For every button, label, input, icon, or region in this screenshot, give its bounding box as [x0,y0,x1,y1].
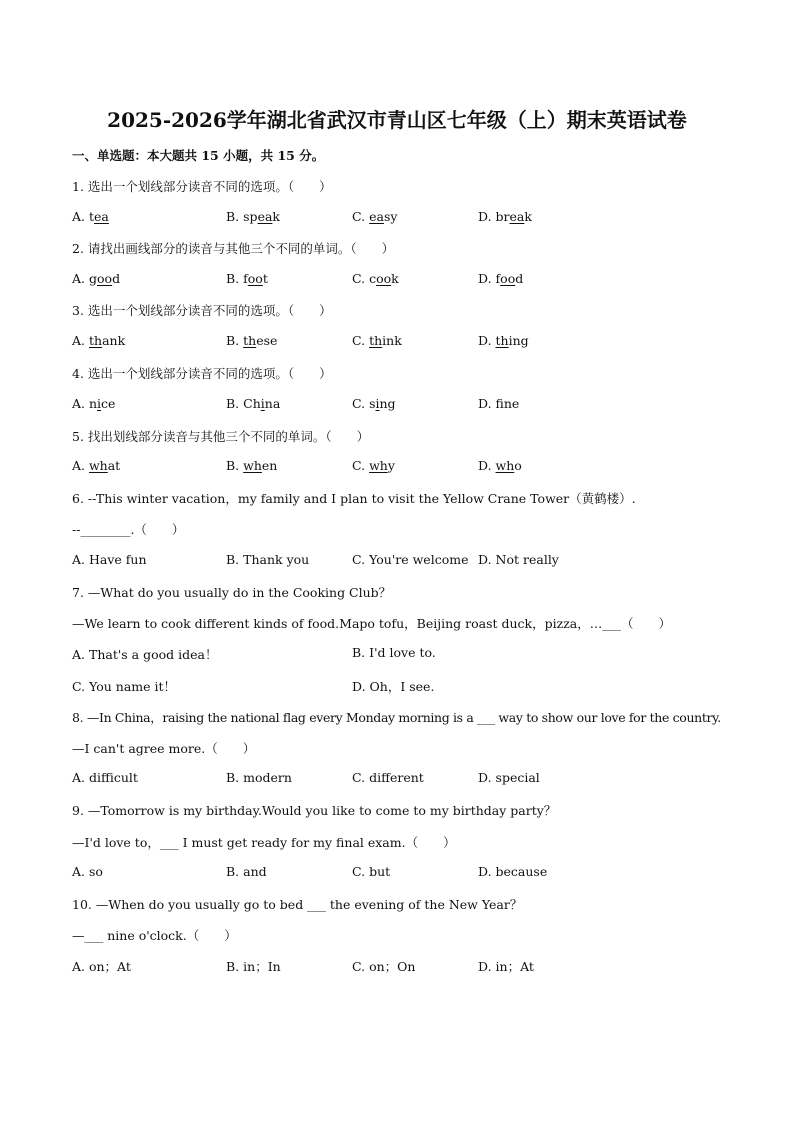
question-5-option-a[interactable]: A. what [72,458,121,473]
question-9-response: —I'd love to，___ I must get ready for my final exam.（ ） [72,835,456,850]
question-8-option-a[interactable]: A. difficult [72,770,138,785]
question-3-stem: 3. 选出一个划线部分读音不同的选项。（ ） [72,303,332,318]
question-10-option-d[interactable]: D. in；At [478,959,534,974]
question-10-response: —___ nine o'clock.（ ） [72,928,237,943]
section-heading: 一、单选题：本大题共 15 小题，共 15 分。 [72,148,325,163]
question-3-option-a[interactable]: A. thank [72,333,126,348]
question-4-option-a[interactable]: A. nice [72,396,116,411]
question-7-option-a[interactable]: A. That's a good idea！ [72,647,218,662]
question-8-response: —I can't agree more.（ ） [72,741,256,756]
question-2-option-b[interactable]: B. foot [226,271,268,286]
question-2-option-d[interactable]: D. food [478,271,524,286]
question-7-option-c[interactable]: C. You name it！ [72,679,177,694]
question-9-option-a[interactable]: A. so [72,864,103,879]
question-6-option-d[interactable]: D. Not really [478,552,559,567]
question-2-stem: 2. 请找出画线部分的读音与其他三个不同的单词。（ ） [72,241,395,256]
question-3-option-c[interactable]: C. think [352,333,402,348]
question-9-option-b[interactable]: B. and [226,864,267,879]
question-9-stem: 9. —Tomorrow is my birthday.Would you like to come to my birthday party？ [72,803,557,818]
question-4-option-c[interactable]: C. sing [352,396,396,411]
question-8-option-c[interactable]: C. different [352,770,424,785]
question-4-option-d[interactable]: D. fne [478,396,520,411]
question-1-option-d[interactable]: D. break [478,209,532,224]
question-8-option-b[interactable]: B. modern [226,770,292,785]
question-5-option-d[interactable]: D. who [478,458,522,473]
question-1-option-b[interactable]: B. speak [226,209,280,224]
question-6-response: --________.（ ） [72,522,185,537]
question-4-option-b[interactable]: B. China [226,396,281,411]
page-title: 2025-2026学年湖北省武汉市青山区七年级（上）期末英语试卷 [107,108,687,132]
question-4-stem: 4. 选出一个划线部分读音不同的选项。（ ） [72,366,332,381]
question-10-option-b[interactable]: B. in；In [226,959,281,974]
question-7-response: —We learn to cook different kinds of food.Mapo tofu，Beijing roast duck，pizza，…___（ ） [72,616,671,631]
question-6-option-c[interactable]: C. You're welcome [352,552,469,567]
question-7-option-b[interactable]: B. I'd love to. [352,645,436,660]
question-6-option-b[interactable]: B. Thank you [226,552,310,567]
question-10-option-a[interactable]: A. on；At [72,959,131,974]
question-9-option-c[interactable]: C. but [352,864,391,879]
question-6-option-a[interactable]: A. Have fun [72,552,147,567]
question-5-option-b[interactable]: B. when [226,458,278,473]
question-8-option-d[interactable]: D. special [478,770,540,785]
question-3-option-d[interactable]: D. thing [478,333,529,348]
question-10-option-c[interactable]: C. on；On [352,959,416,974]
question-5-option-c[interactable]: C. why [352,458,395,473]
question-10-stem: 10. —When do you usually go to bed ___ the evening of the New Year？ [72,897,523,912]
question-7-option-d[interactable]: D. Oh，I see. [352,679,435,694]
question-5-stem: 5. 找出划线部分读音与其他三个不同的单词。（ ） [72,429,370,444]
question-1-option-c[interactable]: C. easy [352,209,398,224]
question-3-option-b[interactable]: B. these [226,333,278,348]
question-8-stem: 8. —In China，raising the national flag every Monday morning is a ___ way to show our love for the country. [72,710,721,725]
question-1-option-a[interactable]: A. tea [72,209,109,224]
question-6-stem: 6. --This winter vacation，my family and I plan to visit the Yellow Crane Tower（黄鹤楼）. [72,491,636,506]
question-2-option-a[interactable]: A. good [72,271,121,286]
question-7-stem: 7. —What do you usually do in the Cooking Club？ [72,585,392,600]
question-9-option-d[interactable]: D. because [478,864,548,879]
question-1-stem: 1. 选出一个划线部分读音不同的选项。（ ） [72,179,332,194]
question-2-option-c[interactable]: C. cook [352,271,399,286]
